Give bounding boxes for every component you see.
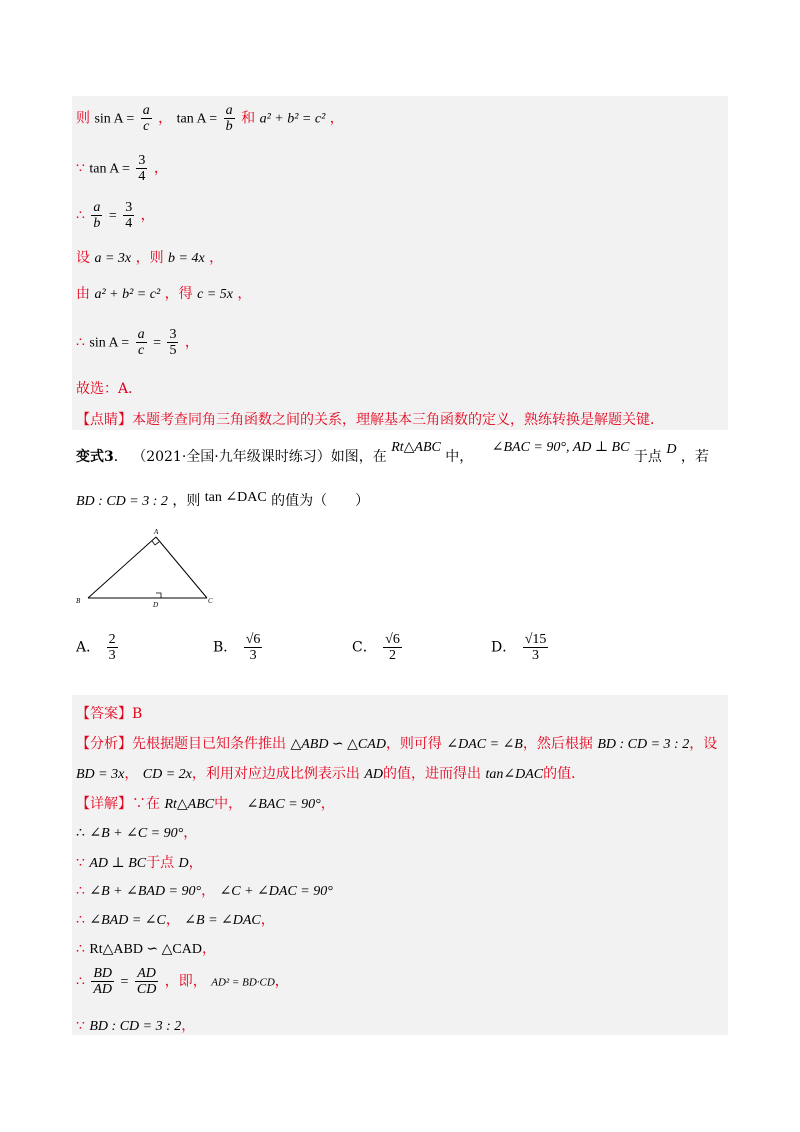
fraction-bd-over-ad: $\frac{BD}{AD}$ <box>93 966 113 997</box>
detail-line-2: ∴ ∠B + ∠C = 90°， <box>76 825 198 841</box>
detail-line-3: ∵ AD ⊥ BC于点 D， <box>76 855 203 871</box>
label-a: A <box>154 528 159 536</box>
label-c: C <box>208 597 213 605</box>
triangle-figure <box>72 525 232 610</box>
detail-line-7: ∴ $\frac{BD}{AD}$ = $\frac{AD}{CD}$ ，即， AD² = BD·CD， <box>76 966 289 997</box>
solution-line-1: 则 sin A = $\frac{a}{c}$ ， tan A = $\frac{a}{b}$ 和 a² + b² = c² ， <box>76 103 344 134</box>
fraction-a-over-c-2: $\frac{a}{c}$ <box>137 327 145 358</box>
solution-line-6: ∴ sin A = $\frac{a}{c}$ = $\frac{3}{5}$ ， <box>76 327 199 358</box>
fraction-3-over-4-2: $\frac{3}{4}$ <box>125 200 133 231</box>
detail-line-5: ∴ ∠BAD = ∠C， ∠B = ∠DAC， <box>76 912 275 928</box>
fraction-a-over-b: $\frac{a}{b}$ <box>225 103 233 134</box>
fraction-ad-over-cd: $\frac{AD}{CD}$ <box>136 966 157 997</box>
fraction-a-over-b-2: $\frac{a}{b}$ <box>93 200 101 231</box>
fraction-a-over-c: $\frac{a}{c}$ <box>142 103 150 134</box>
fraction-3-over-4: $\frac{3}{4}$ <box>138 153 146 184</box>
side-ac <box>156 537 207 598</box>
choice-result: 故选：A． <box>76 381 143 397</box>
solution-line-4: 设 a = 3x ，则 b = 4x ， <box>76 250 224 266</box>
solution-line-2: ∵ tan A = $\frac{3}{4}$ ， <box>76 153 168 184</box>
option-d[interactable]: D． $\frac{√15}{3}$ <box>491 632 547 663</box>
key-point: 【点睛】本题考查同角三角函数之间的关系，理解基本三角函数的定义，熟练转换是解题关键． <box>76 412 664 428</box>
side-ab <box>88 537 156 598</box>
label-b: B <box>76 597 81 605</box>
solution-line-3: ∴ $\frac{a}{b}$ = $\frac{3}{4}$ ， <box>76 200 155 231</box>
answer: 【答案】B <box>76 706 143 722</box>
detail-line-8: ∵ BD : CD = 3 : 2， <box>76 1018 196 1034</box>
question-line-2: BD : CD = 3 : 2 ，则 tan ∠DAC 的值为（ ） <box>76 490 370 509</box>
analysis-line-1: 【分析】先根据题目已知条件推出 △ABD ∽ △CAD，则可得 ∠DAC = ∠B，然后根据 BD : CD = 3 : 2，设 <box>76 736 718 752</box>
detail-line-4: ∴ ∠B + ∠BAD = 90°， ∠C + ∠DAC = 90° <box>76 883 333 899</box>
solution-line-5: 由 a² + b² = c² ，得 c = 5x ， <box>76 286 252 302</box>
option-a[interactable]: A． $\frac{2}{3}$ <box>76 632 116 663</box>
detail-line-1: 【详解】∵在 Rt△ABC中， ∠BAC = 90°， <box>76 796 335 812</box>
label-d: D <box>153 601 159 609</box>
question-line-1: 变式3． （2021·全国·九年级课时练习）如图，在 Rt△ABC 中， ∠BAC = 90°, AD ⊥ BC 于点 D ，若 <box>76 440 709 465</box>
right-angle-mark-d <box>156 593 161 598</box>
option-c[interactable]: C． $\frac{√6}{2}$ <box>352 632 400 663</box>
analysis-line-2: BD = 3x， CD = 2x，利用对应边成比例表示出 AD的值，进而得出 tan∠DAC的值． <box>76 766 586 782</box>
right-angle-mark-a <box>152 541 159 545</box>
option-b[interactable]: B． $\frac{√6}{3}$ <box>213 632 261 663</box>
fraction-3-over-5: $\frac{3}{5}$ <box>169 327 177 358</box>
detail-line-6: ∴ Rt△ABD ∽ △CAD， <box>76 941 216 957</box>
